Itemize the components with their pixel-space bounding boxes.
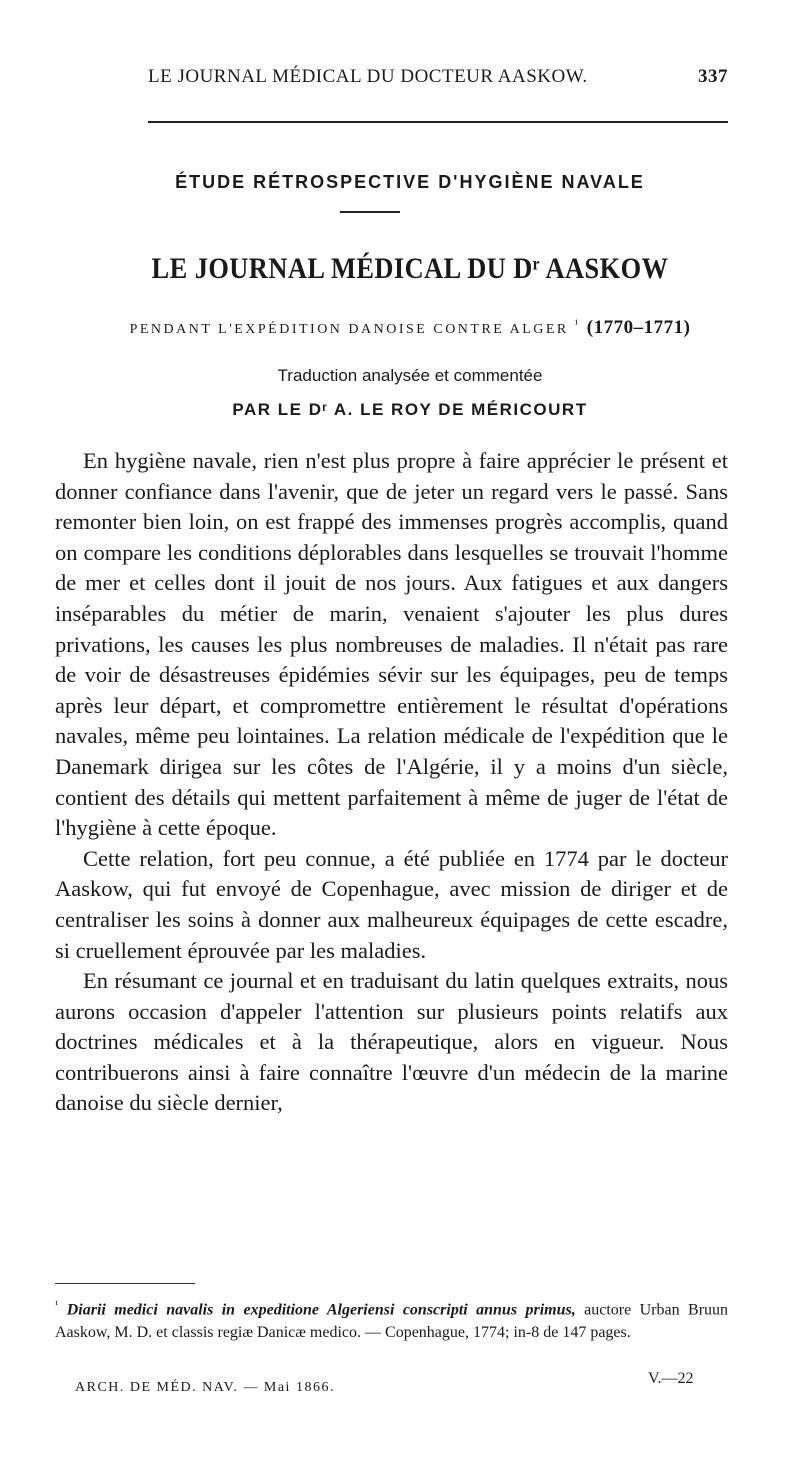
subtitle xyxy=(70,317,750,339)
footnote-divider xyxy=(55,1283,195,1284)
section-title: ÉTUDE RÉTROSPECTIVE D'HYGIÈNE NAVALE xyxy=(175,172,645,192)
subtitle-text: PENDANT L'EXPÉDITION DANOISE CONTRE ALGER xyxy=(129,322,569,337)
body-text xyxy=(55,446,728,1119)
header-divider xyxy=(148,121,728,123)
author-line: PAR LE Dʳ A. LE ROY DE MÉRICOURT xyxy=(232,400,588,419)
footnote-latin-title: Diarii medici navalis in expeditione Algeriensi conscripti annus primus, xyxy=(66,1301,576,1319)
translation-note: Traduction analysée et commentée xyxy=(277,366,543,385)
paragraph: En résumant ce journal et en traduisant du latin quelques extraits, nous aurons occasion d'appeler l'attention sur plusieurs points relatifs aux doctrines médicales et à la thérapeutique, alors en vigueur. Nous contribuerons ainsi à faire connaître l'œuvre d'un médecin de la marine danoise du siècle dernier, xyxy=(55,968,728,1116)
running-title: LE JOURNAL MÉDICAL DU DOCTEUR AASKOW. xyxy=(148,66,588,87)
paragraph: Cette relation, fort peu connue, a été publiée en 1774 par le docteur Aaskow, qui fut envoyé de Copenhague, avec mission de diriger et de centraliser les soins à donner aux malheureux équipages de cette escadre, si cruellement éprouvée par les maladies. xyxy=(55,845,728,963)
footnote-details: auctore Urban Bruun Aaskow, M. D. et classis regiæ Danicæ medico. — Copenhague, 1774; in-8 de 147 pages. xyxy=(55,1301,729,1342)
main-title: LE JOURNAL MÉDICAL DU Dʳ AASKOW xyxy=(151,252,669,285)
title-divider xyxy=(340,211,400,213)
subtitle-years: (1770–1771) xyxy=(586,317,691,338)
footnote-mark: ¹ xyxy=(55,1299,59,1311)
paragraph: En hygiène navale, rien n'est plus propre à faire apprécier le présent et donner confiance dans l'avenir, que de jeter un regard vers le passé. Sans remonter bien loin, on est frappé des immenses progrès accomplis, quand on compare les conditions déplorables dans lesquelles se trouvait l'homme de mer et celles dont il jouit de nos jours. Aux fatigues et aux dangers inséparables du métier de marin, venaient s'ajouter les plus dures privations, les causes les plus nombreuses de maladies. Il n'était pas rare de voir de désastreuses épidémies sévir sur les équipages, peu de temps après leur départ, et compromettre entièrement le résultat d'opérations navales, même peu lointaines. La relation médicale de l'expédition que le Danemark dirigea sur les côtes de l'Algérie, il y a moins d'un siècle, contient des détails qui mettent parfaitement à même de juger de l'état de l'hygiène à cette époque. xyxy=(55,448,728,841)
footer-citation: ARCH. DE MÉD. NAV. — Mai 1866. xyxy=(75,1380,335,1395)
page-number: 337 xyxy=(698,66,728,87)
footnote xyxy=(55,1294,728,1344)
footnote-reference: ¹ xyxy=(574,317,581,331)
footer-signature: V.—22 xyxy=(648,1370,694,1387)
